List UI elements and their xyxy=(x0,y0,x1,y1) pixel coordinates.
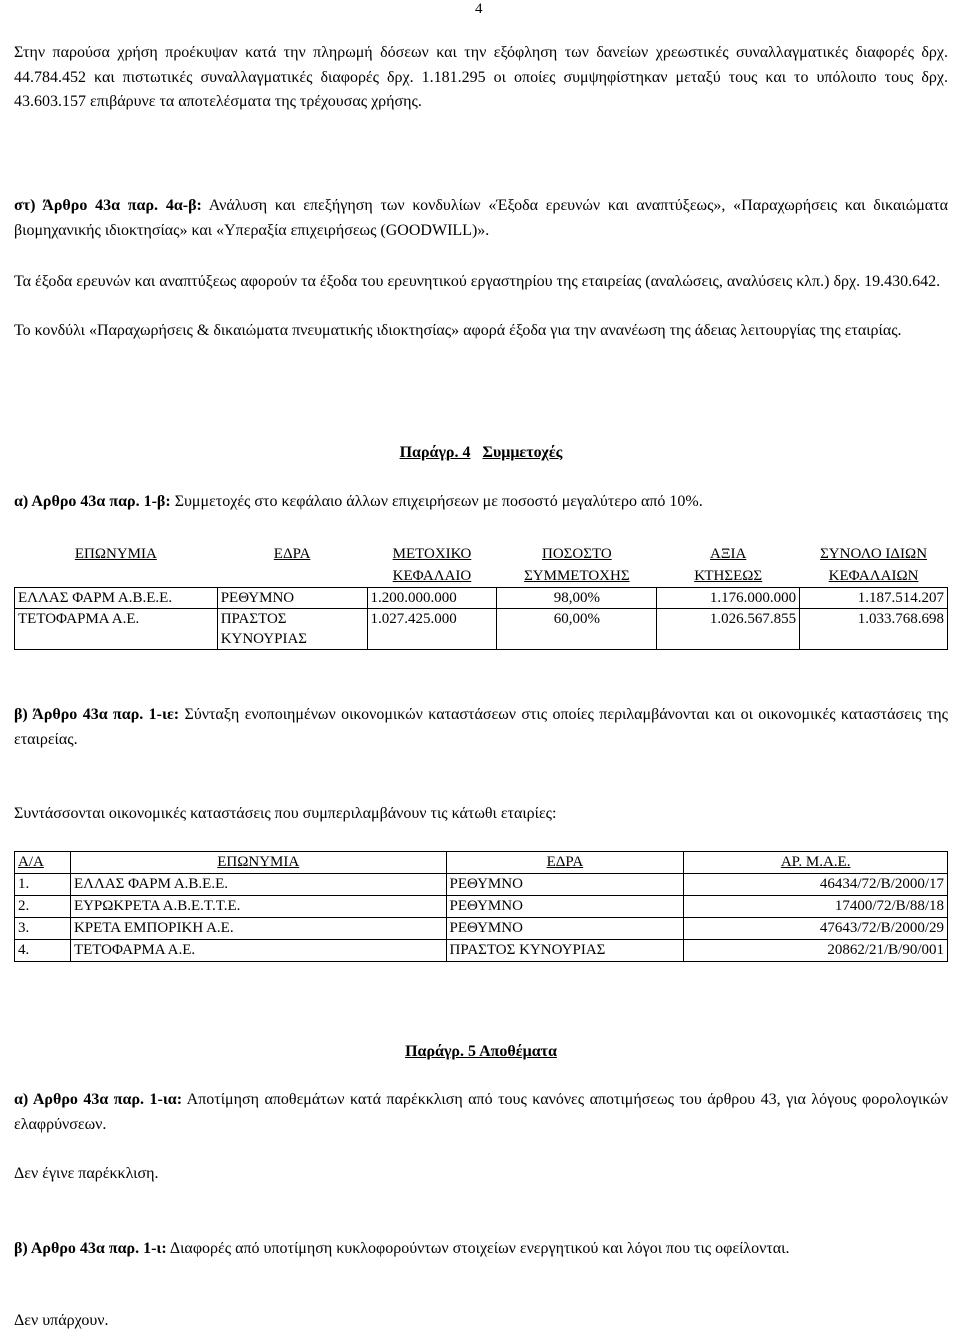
section-5a-answer: Δεν έγινε παρέκκλιση. xyxy=(14,1165,159,1182)
column-header: ΕΔΡΑ xyxy=(217,543,367,588)
section-4b-paragraph xyxy=(14,703,948,752)
section-5b-text: Διαφορές από υποτίμηση κυκλοφορούντων στοιχείων ενεργητικού και λόγοι που τις οφείλονται. xyxy=(166,1240,790,1257)
column-header: ΕΠΩΝΥΜΙΑ xyxy=(15,543,218,588)
section-st-heading: στ) Άρθρο 43α παρ. 4α-β: xyxy=(14,197,202,214)
table-row: 2. ΕΥΡΩΚΡΕΤΑ Α.Β.Ε.Τ.Τ.Ε. ΡΕΘΥΜΝΟ 17400/72/Β/88/18 xyxy=(15,896,948,918)
section-5a-paragraph xyxy=(14,1088,948,1137)
participations-table xyxy=(14,543,948,650)
page-number: 4 xyxy=(475,1,483,17)
section-5a-heading: α) Αρθρο 43α παρ. 1-ια: xyxy=(14,1091,183,1108)
column-header: ΕΠΩΝΥΜΙΑ xyxy=(70,852,446,874)
column-header: ΠΟΣΟΣΤΟ ΣΥΜΜΕΤΟΧΗΣ xyxy=(497,543,657,588)
table-header-row xyxy=(15,543,948,588)
section-5b-heading: β) Αρθρο 43α παρ. 1-ι: xyxy=(14,1240,167,1257)
section-4a-paragraph xyxy=(14,490,948,515)
table-row: ΤΕΤΟΦΑΡΜΑ Α.Ε. ΠΡΑΣΤΟΣ ΚΥΝΟΥΡΙΑΣ 1.027.425.000 60,00% 1.026.567.855 1.033.768.698 xyxy=(15,609,948,650)
column-header: ΑΡ. Μ.Α.Ε. xyxy=(684,852,948,874)
section-4-title: Παράγρ. 4 Συμμετοχές xyxy=(399,444,563,461)
section-4b-heading: β) Άρθρο 43α παρ. 1-ιε: xyxy=(14,706,180,723)
section-5b-answer: Δεν υπάρχουν. xyxy=(14,1312,109,1329)
intro-paragraph: Στην παρούσα χρήση προέκυψαν κατά την πληρωμή δόσεων και την εξόφληση των δανείων χρεωστικές συναλλαγματικές διαφορές δρχ. 44.784.452 και πιστωτικές συναλλαγματικές διαφορές δρχ. 1.181.295 οι οποίες συμψηφίστηκαν μεταξύ τους και το υπόλοιπο τους δρχ. 43.603.157 επιβάρυνε τα αποτελέσματα της τρέχουσας χρήσης. xyxy=(14,44,948,110)
section-5b-paragraph xyxy=(14,1237,948,1262)
table-row: 1. ΕΛΛΑΣ ΦΑΡΜ Α.Β.Ε.Ε. ΡΕΘΥΜΝΟ 46434/72/Β/2000/17 xyxy=(15,874,948,896)
column-header: ΣΥΝΟΛΟ ΙΔΙΩΝ ΚΕΦΑΛΑΙΩΝ xyxy=(800,543,948,588)
column-header: Α/Α xyxy=(15,852,71,874)
licenses-paragraph: Το κονδύλι «Παραχωρήσεις & δικαιώματα πνευματικής ιδιοκτησίας» αφορά έξοδα για την ανανέωση της άδειας λειτουργίας της εταιρίας. xyxy=(14,322,902,339)
section-5-title: Παράγρ. 5 Αποθέματα xyxy=(405,1043,557,1060)
table-header-row xyxy=(15,852,948,874)
table-row: ΕΛΛΑΣ ΦΑΡΜ Α.Β.Ε.Ε. ΡΕΘΥΜΝΟ 1.200.000.000 98,00% 1.176.000.000 1.187.514.207 xyxy=(15,588,948,609)
section-st-paragraph xyxy=(14,194,948,243)
column-header: ΕΔΡΑ xyxy=(446,852,684,874)
research-costs-paragraph: Τα έξοδα ερευνών και αναπτύξεως αφορούν τα έξοδα του ερευνητικού εργαστηρίου της εταιρείας (αναλώσεις, αναλύσεις κλπ.) δρχ. 19.430.642. xyxy=(14,273,941,290)
column-header: ΑΞΙΑ ΚΤΗΣΕΩΣ xyxy=(657,543,800,588)
section-5a-text: Αποτίμηση αποθεμάτων κατά παρέκκλιση από τους κανόνες αποτιμήσεως του άρθρου 43, για λόγους φορολογικών ελαφρύνσεων. xyxy=(14,1091,949,1133)
column-header: ΜΕΤΟΧΙΚΟ ΚΕΦΑΛΑΙΟ xyxy=(367,543,497,588)
section-4a-heading: α) Αρθρο 43α παρ. 1-β: xyxy=(14,493,171,510)
section-4b-text: Σύνταξη ενοποιημένων οικονομικών καταστάσεων στις οποίες περιλαμβάνονται και οι οικονομικές καταστάσεις της εταιρείας. xyxy=(14,706,948,748)
section-st-text: Ανάλυση και επεξήγηση των κονδυλίων «Έξοδα ερευνών και αναπτύξεως», «Παραχωρήσεις και δικαιώματα βιομηχανικής ιδιοκτησίας» και «Υπεραξία επιχειρήσεως (GOODWILL)». xyxy=(14,197,948,239)
consolidation-line: Συντάσσονται οικονομικές καταστάσεις που συμπεριλαμβάνουν τις κάτωθι εταιρίες: xyxy=(14,805,557,822)
table-row: 3. ΚΡΕΤΑ ΕΜΠΟΡΙΚΗ Α.Ε. ΡΕΘΥΜΝΟ 47643/72/Β/2000/29 xyxy=(15,918,948,940)
section-4a-text: Συμμετοχές στο κεφάλαιο άλλων επιχειρήσεων με ποσοστό μεγαλύτερο από 10%. xyxy=(170,493,703,510)
consolidated-companies-table xyxy=(14,851,948,962)
table-row: 4. ΤΕΤΟΦΑΡΜΑ Α.Ε. ΠΡΑΣΤΟΣ ΚΥΝΟΥΡΙΑΣ 20862/21/Β/90/001 xyxy=(15,940,948,962)
